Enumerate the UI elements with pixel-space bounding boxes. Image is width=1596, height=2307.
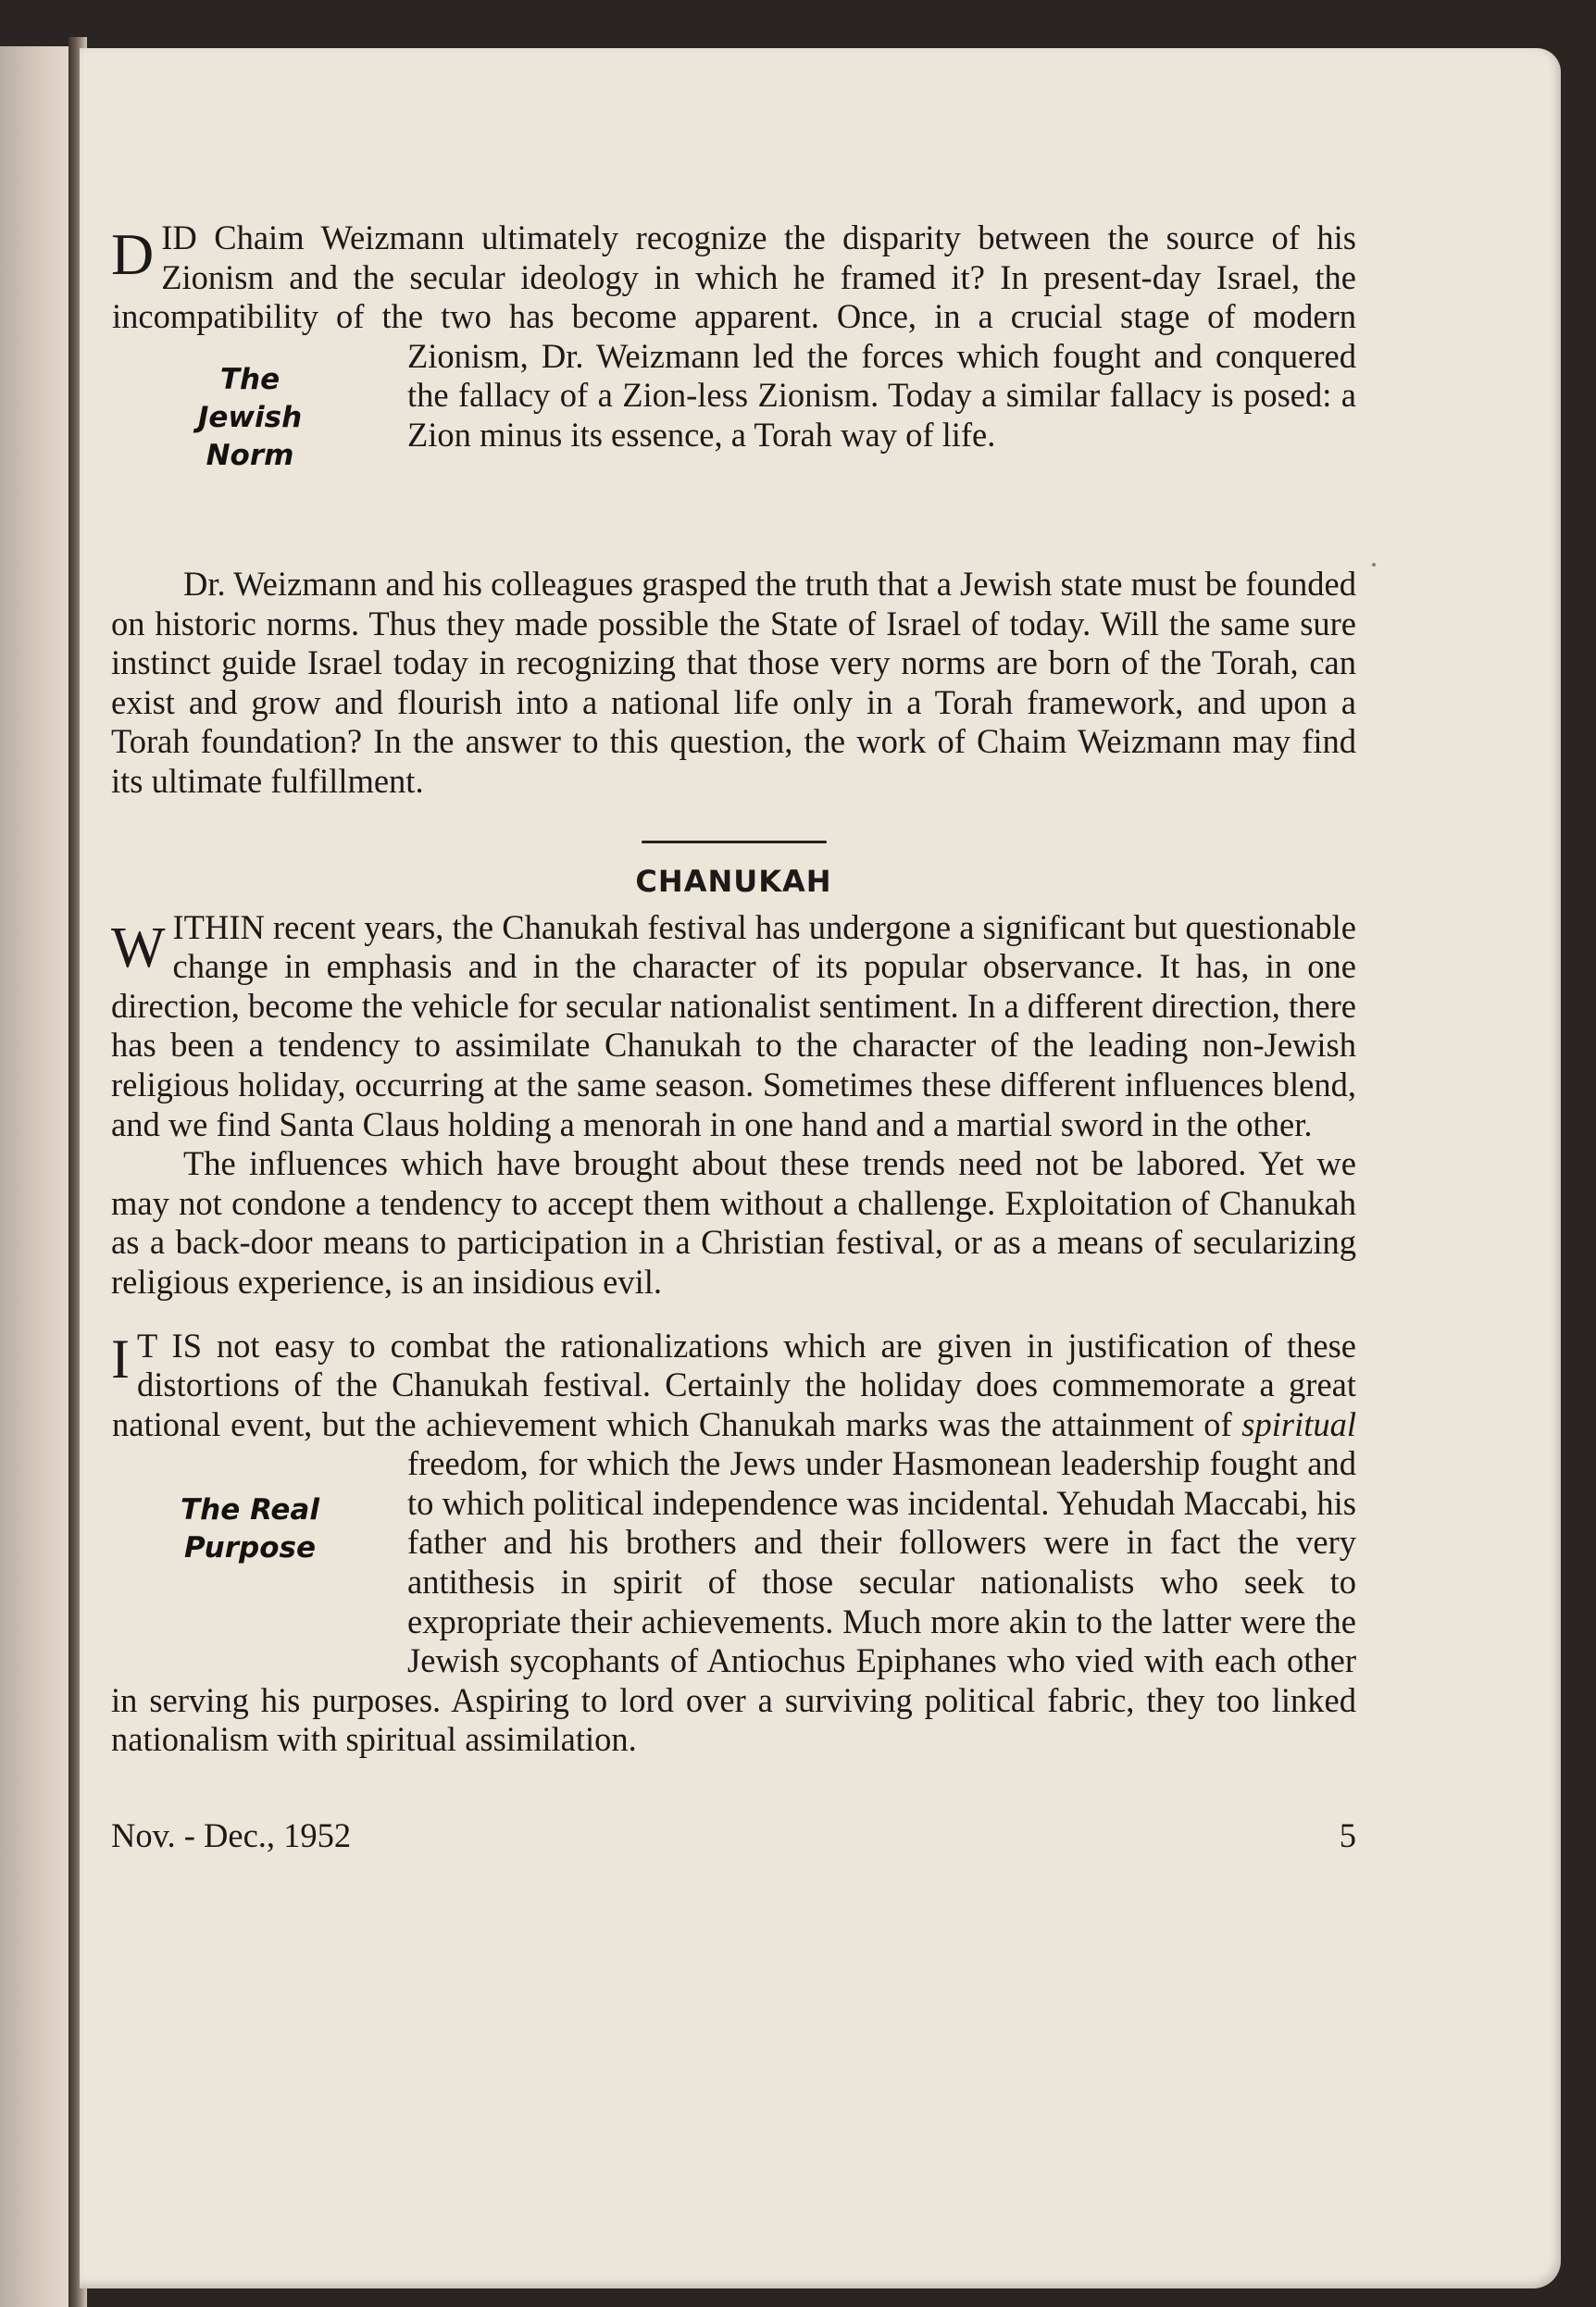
drop-cap-d: D [111, 221, 155, 287]
italic-spiritual: spiritual [1241, 1404, 1356, 1443]
page-footer [111, 1816, 1356, 1855]
sidehead-line: Purpose [184, 1530, 316, 1565]
chanukah-paragraph-3-text: T IS not easy to combat the rationalizations which are given in justification of these distortions of the Chanukah festival. Certainly the holiday does commemorate a great national event, but the achievement which Chanukah marks was the attainment of [112, 1326, 1356, 1443]
sidehead-real-purpose [111, 1491, 389, 1661]
sidehead-line: The Real [181, 1492, 319, 1527]
issue-date: Nov. - Dec., 1952 [111, 1816, 352, 1854]
chanukah-lead-paragraph [111, 908, 1356, 1145]
page-number: 5 [1339, 1816, 1356, 1854]
sidehead-line: Norm [206, 439, 294, 472]
weizmann-paragraph-2: Dr. Weizmann and his colleagues grasped the truth that a Jewish state must be founded on historic norms. Thus they made possible the State of Israel of today. Will the same sure instinct guide Israel today in recognizing that those very norms are born of the Torah, can exist and grow and flourish into a national life only in a Torah framework, and upon a Torah foundation? In the answer to this question, the work of Chaim Weizmann may find its ultimate fulfillment. [111, 565, 1356, 800]
section-title-chanukah: CHANUKAH [635, 863, 832, 899]
drop-cap-w: W [111, 916, 166, 979]
sidehead-line: The [219, 363, 281, 396]
sidehead-jewish-norm [111, 361, 389, 565]
section-divider [642, 841, 827, 843]
chanukah-lead-text: ITHIN recent years, the Chanukah festival has undergone a significant but questionable change in emphasis and in the character of its popular observance. It has, in one direction, become the vehicle for secular nationalist sentiment. In a different direction, there has been a tendency to assimilate Chanukah to the character of the leading non-Jewish religious holiday, occurring at the same season. Sometimes these different influences blend, and we find Santa Claus holding a menorah in one hand and a martial sword in the other. [111, 907, 1356, 1143]
article-weizmann [111, 218, 1356, 802]
chanukah-paragraph-2: The influences which have brought about these trends need not be labored. Yet we may not condone a tendency to accept them without a challenge. Exploitation of Chanukah as a back-door means to participation in a Christian festival, or as a means of secularizing religious experience, is an insidious evil. [111, 1144, 1356, 1301]
article-chanukah [111, 908, 1356, 1760]
weizmann-lead-paragraph [111, 218, 1356, 472]
chanukah-paragraph-3-text-cont: freedom, for which the Jews under Hasmonean leadership fought and to which political independence was incidental. Yehudah Maccabi, his father and his brothers and their followers were in fact the very antithesis in spirit of those secular nationalists who seek to expropriate their achievements. Much more akin to the latter were the Jewish sycophants of Antiochus Epiphanes who vied with each other in serving his purposes. Aspiring to lord over a surviving political fabric, they too linked nationalism with spiritual assimilation. [111, 1444, 1356, 1759]
sidehead-line: Jewish [197, 401, 303, 434]
drop-cap-i: I [111, 1328, 130, 1390]
article-column [111, 218, 1356, 1760]
chanukah-paragraph-3 [111, 1327, 1356, 1761]
paper-speck [1372, 563, 1376, 567]
weizmann-lead-text: ID Chaim Weizmann ultimately recognize the disparity between the source of his Zionism and the secular ideology in which he framed it? In present-day Israel, the incompatibility of the two has become apparent. Once, in a crucial stage of modern Zionism, Dr. Weizmann led the forces which fought and conquered the fallacy of a Zion-less Zionism. Today a similar fallacy is posed: a Zion minus its essence, a Torah way of life. [112, 218, 1356, 454]
